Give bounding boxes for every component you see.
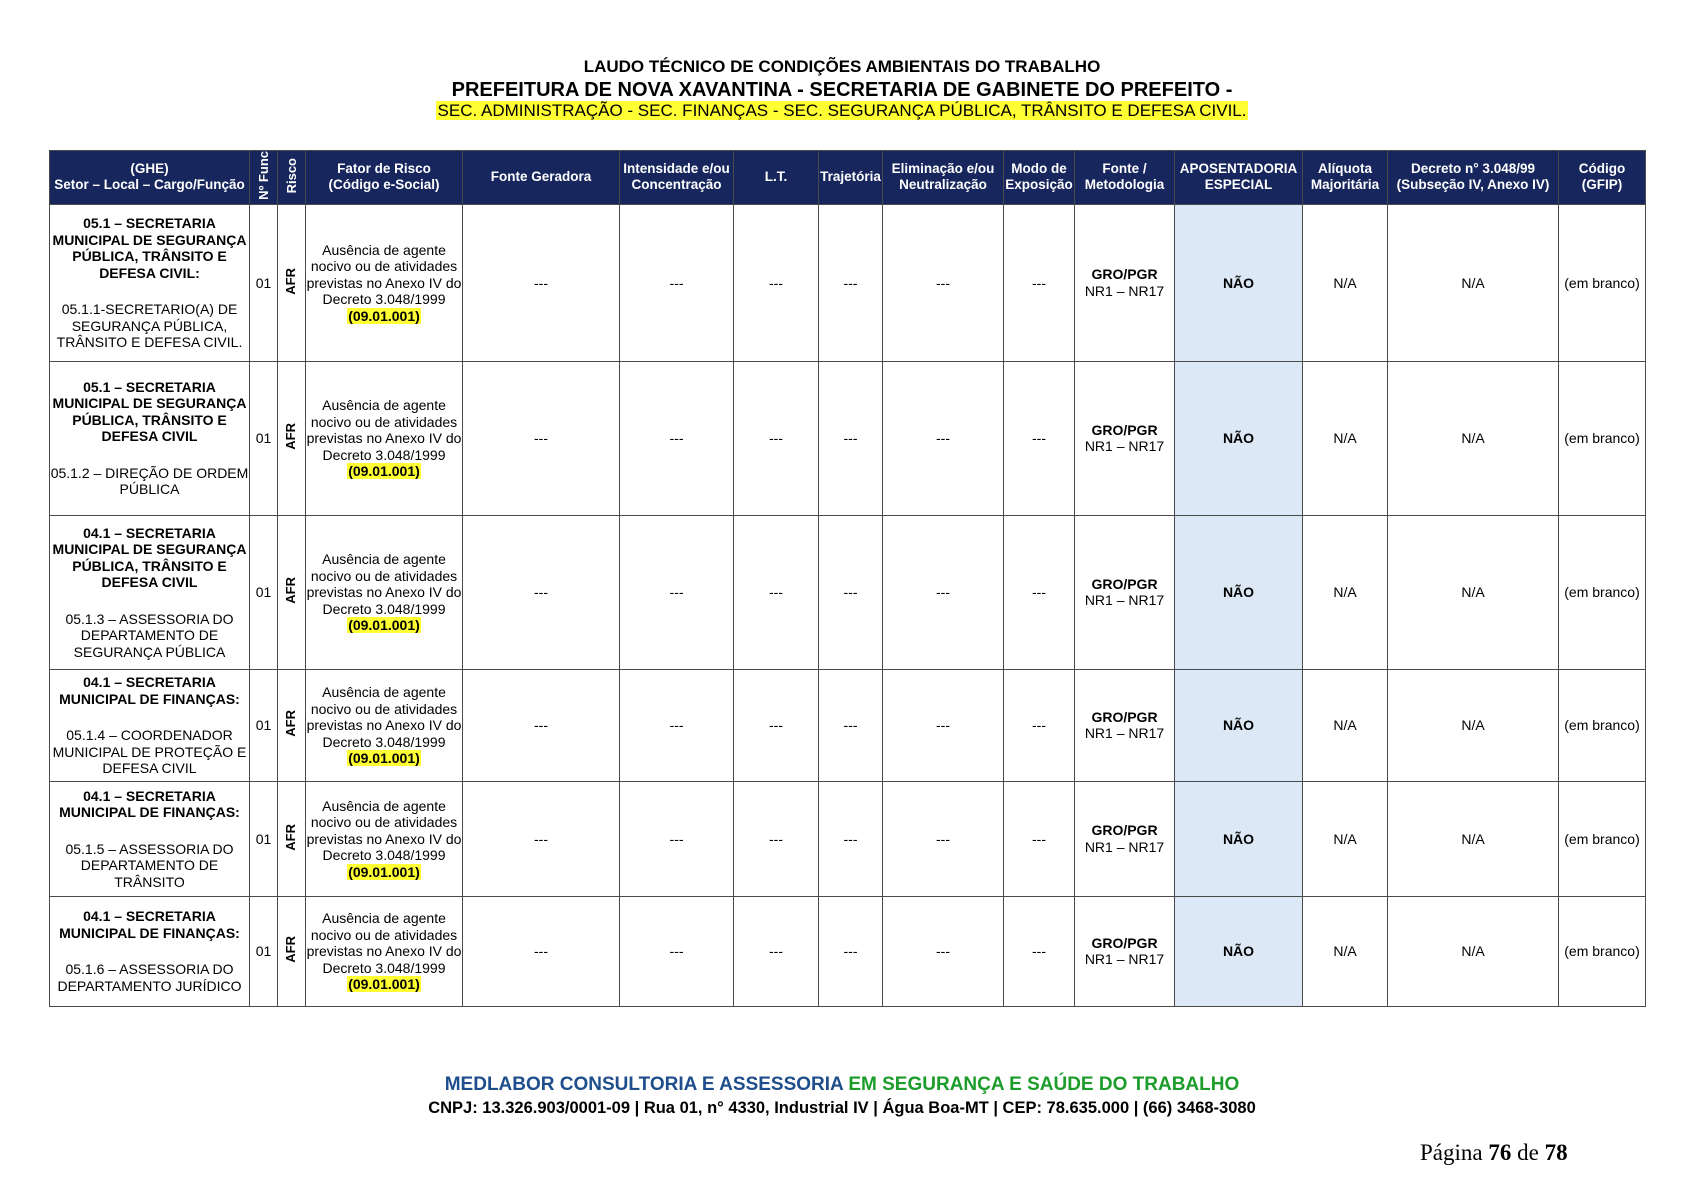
header-row xyxy=(50,151,1646,205)
table-row xyxy=(50,781,1646,896)
table-row xyxy=(50,896,1646,1006)
column-header-label: Nº Func xyxy=(255,151,271,200)
column-header-risco xyxy=(278,151,306,205)
fonte-metodologia-cell xyxy=(1075,896,1175,1006)
aposentadoria-cell: NÃO xyxy=(1175,204,1303,361)
eliminacao-cell: --- xyxy=(883,669,1004,781)
aposentadoria-cell: NÃO xyxy=(1175,515,1303,669)
setor-title: 05.1 – SECRETARIA MUNICIPAL DE SEGURANÇA PÚBLICA, TRÂNSITO E DEFESA CIVIL: xyxy=(52,215,247,281)
fonte-metodologia-main: GRO/PGR xyxy=(1091,934,1158,951)
lt-cell: --- xyxy=(734,781,819,896)
document-title: LAUDO TÉCNICO DE CONDIÇÕES AMBIENTAIS DO TRABALHO xyxy=(583,57,1101,76)
fonte-metodologia-norms: NR1 – NR17 xyxy=(1084,838,1165,855)
column-header-line2: (GFIP) xyxy=(1581,177,1623,193)
table-row xyxy=(50,361,1646,515)
nfunc-cell: 01 xyxy=(250,204,278,361)
fator-text: Ausência de agente nocivo ou de atividades previstas no Anexo IV do Decreto 3.048/1999 xyxy=(306,397,462,463)
column-header-line1: Decreto n° 3.048/99 xyxy=(1411,161,1535,177)
intensidade-cell: --- xyxy=(620,515,734,669)
column-header-line1: Modo de xyxy=(1011,161,1067,177)
trajetoria-cell: --- xyxy=(819,361,883,515)
risco-label: AFR xyxy=(283,710,299,737)
column-header-line2: Majoritária xyxy=(1310,177,1380,193)
column-header-line1: APOSENTADORIA xyxy=(1179,161,1298,177)
fator-text: Ausência de agente nocivo ou de atividades previstas no Anexo IV do Decreto 3.048/1999 xyxy=(306,551,462,617)
trajetoria-cell: --- xyxy=(819,204,883,361)
column-header-line1: Código xyxy=(1578,161,1626,177)
column-header-line1: Fonte / xyxy=(1102,161,1147,177)
cargo-label: 05.1.2 – DIREÇÃO DE ORDEM PÚBLICA xyxy=(50,464,249,498)
modo-cell: --- xyxy=(1004,669,1075,781)
codigo-gfip-cell: (em branco) xyxy=(1559,204,1646,361)
column-header-line2: Concentração xyxy=(631,177,722,193)
setor-title: 05.1 – SECRETARIA MUNICIPAL DE SEGURANÇA PÚBLICA, TRÂNSITO E DEFESA CIVIL xyxy=(52,378,247,445)
column-header-codigo xyxy=(1559,151,1646,205)
decreto-cell: N/A xyxy=(1388,204,1559,361)
eliminacao-cell: --- xyxy=(883,896,1004,1006)
decreto-cell: N/A xyxy=(1388,896,1559,1006)
column-header-line1: Trajetória xyxy=(820,169,881,185)
aposentadoria-cell: NÃO xyxy=(1175,896,1303,1006)
setor-cell xyxy=(50,781,250,896)
column-header-aposentadoria xyxy=(1175,151,1303,205)
fonte-geradora-cell: --- xyxy=(463,669,620,781)
column-header-decreto xyxy=(1388,151,1559,205)
aliquota-cell: N/A xyxy=(1303,781,1388,896)
setor-cell xyxy=(50,361,250,515)
document-subtitle: PREFEITURA DE NOVA XAVANTINA - SECRETARIA DE GABINETE DO PREFEITO - xyxy=(451,79,1233,101)
fonte-metodologia-norms: NR1 – NR17 xyxy=(1084,951,1165,968)
table-row xyxy=(50,515,1646,669)
column-header-line2: (Código e-Social) xyxy=(328,177,440,193)
decreto-cell: N/A xyxy=(1388,361,1559,515)
column-header-line1: Fonte Geradora xyxy=(490,169,592,185)
fonte-metodologia-norms: NR1 – NR17 xyxy=(1084,438,1165,455)
nfunc-cell: 01 xyxy=(250,896,278,1006)
modo-cell: --- xyxy=(1004,204,1075,361)
aposentadoria-cell: NÃO xyxy=(1175,361,1303,515)
aliquota-cell: N/A xyxy=(1303,669,1388,781)
setor-cell xyxy=(50,896,250,1006)
fator-text: Ausência de agente nocivo ou de atividades previstas no Anexo IV do Decreto 3.048/1999 xyxy=(306,910,462,976)
fonte-metodologia-norms: NR1 – NR17 xyxy=(1084,725,1165,742)
column-header-line1: L.T. xyxy=(764,169,788,185)
document-secretariats xyxy=(0,101,1684,121)
lt-cell: --- xyxy=(734,361,819,515)
decreto-cell: N/A xyxy=(1388,515,1559,669)
risco-cell xyxy=(278,896,306,1006)
fonte-geradora-cell: --- xyxy=(463,515,620,669)
fonte-metodologia-norms: NR1 – NR17 xyxy=(1084,282,1165,299)
column-header-line2: ESPECIAL xyxy=(1204,177,1273,193)
decreto-cell: N/A xyxy=(1388,781,1559,896)
eliminacao-cell: --- xyxy=(883,515,1004,669)
fonte-metodologia-main: GRO/PGR xyxy=(1091,575,1158,592)
column-header-trajetoria xyxy=(819,151,883,205)
trajetoria-cell: --- xyxy=(819,669,883,781)
esocial-code: (09.01.001) xyxy=(348,463,420,480)
footer-company-tagline: EM SEGURANÇA E SAÚDE DO TRABALHO xyxy=(848,1074,1240,1095)
risco-cell xyxy=(278,781,306,896)
fonte-metodologia-cell xyxy=(1075,204,1175,361)
column-header-aliquota xyxy=(1303,151,1388,205)
aliquota-cell: N/A xyxy=(1303,204,1388,361)
column-header-line2: Metodologia xyxy=(1084,177,1165,193)
esocial-code: (09.01.001) xyxy=(348,617,420,634)
fator-cell xyxy=(306,515,463,669)
intensidade-cell: --- xyxy=(620,669,734,781)
cargo-label: 05.1.3 – ASSESSORIA DO DEPARTAMENTO DE SEGURANÇA PÚBLICA xyxy=(65,610,234,660)
column-header-line2: Exposição xyxy=(1005,177,1073,193)
aposentadoria-cell: NÃO xyxy=(1175,781,1303,896)
lt-cell: --- xyxy=(734,896,819,1006)
risco-label: AFR xyxy=(283,267,299,295)
column-header-fonte_geradora xyxy=(463,151,620,205)
fator-cell xyxy=(306,669,463,781)
fonte-metodologia-cell xyxy=(1075,669,1175,781)
fonte-geradora-cell: --- xyxy=(463,896,620,1006)
fonte-geradora-cell: --- xyxy=(463,204,620,361)
modo-cell: --- xyxy=(1004,361,1075,515)
setor-cell xyxy=(50,204,250,361)
fator-cell xyxy=(306,896,463,1006)
codigo-gfip-cell: (em branco) xyxy=(1559,781,1646,896)
fonte-metodologia-cell xyxy=(1075,361,1175,515)
column-header-line1: Intensidade e/ou xyxy=(623,161,730,177)
setor-title: 04.1 – SECRETARIA MUNICIPAL DE FINANÇAS: xyxy=(59,674,240,707)
fator-text: Ausência de agente nocivo ou de atividades previstas no Anexo IV do Decreto 3.048/1999 xyxy=(306,241,462,308)
esocial-code: (09.01.001) xyxy=(348,863,420,880)
page-of: de xyxy=(1517,1140,1539,1165)
column-header-line2: (Subseção IV, Anexo IV) xyxy=(1396,177,1550,193)
table-row xyxy=(50,204,1646,361)
eliminacao-cell: --- xyxy=(883,361,1004,515)
column-header-modo xyxy=(1004,151,1075,205)
risco-label: AFR xyxy=(283,936,299,963)
cargo-label: 05.1.6 – ASSESSORIA DO DEPARTAMENTO JURÍDICO xyxy=(57,961,242,994)
column-header-line2: Setor – Local – Cargo/Função xyxy=(54,177,245,193)
intensidade-cell: --- xyxy=(620,781,734,896)
highlighted-secretariats: SEC. ADMINISTRAÇÃO - SEC. FINANÇAS - SEC. SEGURANÇA PÚBLICA, TRÂNSITO E DEFESA CIVIL. xyxy=(437,101,1247,120)
column-header-line1: Eliminação e/ou xyxy=(891,161,995,177)
intensidade-cell: --- xyxy=(620,896,734,1006)
column-header-line2: Neutralização xyxy=(899,177,987,193)
modo-cell: --- xyxy=(1004,781,1075,896)
lt-cell: --- xyxy=(734,669,819,781)
codigo-gfip-cell: (em branco) xyxy=(1559,361,1646,515)
aliquota-cell: N/A xyxy=(1303,896,1388,1006)
risco-cell xyxy=(278,361,306,515)
trajetoria-cell: --- xyxy=(819,515,883,669)
cargo-label: 05.1.1-SECRETARIO(A) DE SEGURANÇA PÚBLICA, TRÂNSITO E DEFESA CIVIL. xyxy=(56,301,243,351)
column-header-nfunc xyxy=(250,151,278,205)
column-header-fator xyxy=(306,151,463,205)
column-header-line1: (GHE) xyxy=(130,161,169,177)
cargo-label: 05.1.5 – ASSESSORIA DO DEPARTAMENTO DE TRÂNSITO xyxy=(65,840,234,890)
fonte-geradora-cell: --- xyxy=(463,781,620,896)
modo-cell: --- xyxy=(1004,515,1075,669)
nfunc-cell: 01 xyxy=(250,669,278,781)
fator-text: Ausência de agente nocivo ou de atividades previstas no Anexo IV do Decreto 3.048/1999 xyxy=(306,797,462,864)
eliminacao-cell: --- xyxy=(883,781,1004,896)
setor-title: 04.1 – SECRETARIA MUNICIPAL DE FINANÇAS: xyxy=(59,787,240,821)
fonte-metodologia-main: GRO/PGR xyxy=(1091,266,1158,283)
modo-cell: --- xyxy=(1004,896,1075,1006)
setor-cell xyxy=(50,669,250,781)
esocial-code: (09.01.001) xyxy=(348,750,420,767)
fonte-metodologia-norms: NR1 – NR17 xyxy=(1084,592,1165,609)
page-current: 76 xyxy=(1488,1140,1512,1165)
fonte-metodologia-cell xyxy=(1075,515,1175,669)
column-header-eliminacao xyxy=(883,151,1004,205)
table-body xyxy=(50,204,1646,1006)
esocial-code: (09.01.001) xyxy=(348,976,420,993)
fonte-metodologia-main: GRO/PGR xyxy=(1091,822,1158,839)
cargo-label: 05.1.4 – COORDENADOR MUNICIPAL DE PROTEÇÃO E DEFESA CIVIL xyxy=(52,727,247,777)
nfunc-cell: 01 xyxy=(250,361,278,515)
column-header-label: Risco xyxy=(283,157,299,194)
page-word: Página xyxy=(1420,1140,1483,1165)
page-total: 78 xyxy=(1544,1140,1568,1165)
aposentadoria-cell: NÃO xyxy=(1175,669,1303,781)
decreto-cell: N/A xyxy=(1388,669,1559,781)
column-header-line1: Alíquota xyxy=(1318,161,1372,177)
risco-cell xyxy=(278,515,306,669)
fonte-metodologia-main: GRO/PGR xyxy=(1091,421,1158,438)
footer-contact: CNPJ: 13.326.903/0001-09 | Rua 01, n° 4330, Industrial IV | Água Boa-MT | CEP: 78.635.000 | (66) 3468-3080 xyxy=(428,1099,1256,1117)
codigo-gfip-cell: (em branco) xyxy=(1559,896,1646,1006)
lt-cell: --- xyxy=(734,204,819,361)
risco-cell xyxy=(278,204,306,361)
fonte-geradora-cell: --- xyxy=(463,361,620,515)
page-number xyxy=(1420,1140,1568,1166)
table-header xyxy=(50,151,1646,205)
codigo-gfip-cell: (em branco) xyxy=(1559,669,1646,781)
fonte-metodologia-main: GRO/PGR xyxy=(1091,708,1158,725)
column-header-lt xyxy=(734,151,819,205)
lt-cell: --- xyxy=(734,515,819,669)
fonte-metodologia-cell xyxy=(1075,781,1175,896)
codigo-gfip-cell: (em branco) xyxy=(1559,515,1646,669)
intensidade-cell: --- xyxy=(620,361,734,515)
table-row xyxy=(50,669,1646,781)
aliquota-cell: N/A xyxy=(1303,361,1388,515)
trajetoria-cell: --- xyxy=(819,781,883,896)
setor-title: 04.1 – SECRETARIA MUNICIPAL DE SEGURANÇA PÚBLICA, TRÂNSITO E DEFESA CIVIL xyxy=(52,524,247,591)
risco-label: AFR xyxy=(283,423,299,450)
risco-cell xyxy=(278,669,306,781)
trajetoria-cell: --- xyxy=(819,896,883,1006)
esocial-code: (09.01.001) xyxy=(348,307,420,324)
footer-company-name: MEDLABOR CONSULTORIA E ASSESSORIA xyxy=(444,1074,844,1095)
fator-cell xyxy=(306,781,463,896)
risco-label: AFR xyxy=(283,577,299,604)
column-header-line1: Fator de Risco xyxy=(337,161,431,177)
eliminacao-cell: --- xyxy=(883,204,1004,361)
fator-cell xyxy=(306,361,463,515)
fator-cell xyxy=(306,204,463,361)
column-header-ghe xyxy=(50,151,250,205)
risco-label: AFR xyxy=(283,823,299,851)
aliquota-cell: N/A xyxy=(1303,515,1388,669)
nfunc-cell: 01 xyxy=(250,515,278,669)
nfunc-cell: 01 xyxy=(250,781,278,896)
intensidade-cell: --- xyxy=(620,204,734,361)
fator-text: Ausência de agente nocivo ou de atividades previstas no Anexo IV do Decreto 3.048/1999 xyxy=(306,684,462,750)
column-header-fonte_metod xyxy=(1075,151,1175,205)
risk-table xyxy=(49,150,1646,1007)
column-header-intensidade xyxy=(620,151,734,205)
setor-cell xyxy=(50,515,250,669)
setor-title: 04.1 – SECRETARIA MUNICIPAL DE FINANÇAS: xyxy=(59,908,240,941)
footer-company xyxy=(0,1074,1684,1096)
